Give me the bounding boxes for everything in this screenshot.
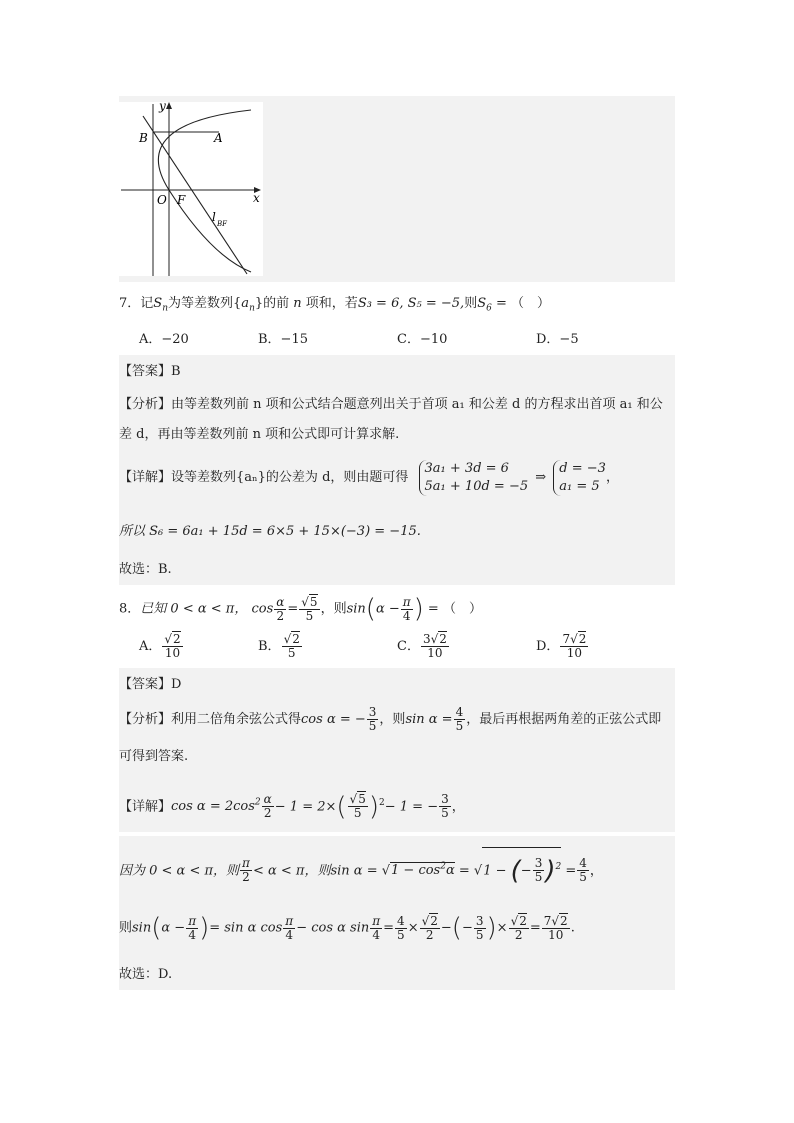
q7-analysis-line2: 差 d，再由等差数列前 n 项和公式即可计算求解. bbox=[119, 427, 400, 442]
q7-answer: 【答案】B bbox=[119, 364, 181, 379]
parabola-figure bbox=[119, 96, 265, 278]
q7-solution-system: d = −3 a₁ = 5 bbox=[553, 460, 606, 496]
figure-label-x: x bbox=[253, 191, 260, 205]
q8-choose: 故选：D. bbox=[119, 967, 173, 982]
q8-option-c[interactable]: C． $\frac{3√2}{10}$ bbox=[397, 632, 447, 660]
q8-detail-line1: 【详解】$\cos \alpha = 2\cos^2$ $\frac{\alpha}{2}$ − 1 = 2×( $\frac{√5}{5}$ )$^2$− 1 = − $\frac{3}{5}$ ， bbox=[119, 791, 465, 822]
figure-label-o: O bbox=[157, 193, 167, 207]
q8-analysis-line2: 可得到答案. bbox=[119, 749, 189, 764]
q7-stem: 7．记$S_n$为等差数列$\{a_n\}$的前 n 项和，若S₃ = 6, S₅ = −5,则$S_6$ = （ ） bbox=[119, 296, 551, 314]
figure-label-a: A bbox=[214, 131, 223, 145]
q8-detail-line2: 因为 0 < α < π，则 $\frac{\pi}{2}$ < α < π，则$\sin \alpha = √1 - \cos^2\alpha = √1$ − (− $\frac{3}{5}$ )$^2$ = $\frac{4}{5}$ ， bbox=[119, 846, 603, 892]
figure-label-l: l bbox=[212, 210, 216, 224]
q7-detail: 【详解】设等差数列{aₙ}的公差为 d，则由题可得 3a₁ + 3d = 6 5a₁ + 10d = −5 ⇒ d = −3 a₁ = 5 ， bbox=[119, 460, 619, 494]
q8-analysis-line1: 【分析】利用二倍角余弦公式得cos α = − $\frac{3}{5}$ ，则sin α = $\frac{4}{5}$ ，最后再根据两角差的正弦公式即 bbox=[119, 705, 662, 733]
q8-answer: 【答案】D bbox=[119, 677, 182, 692]
q7-option-b[interactable]: B．−15 bbox=[258, 332, 308, 347]
q7-option-a[interactable]: A．−20 bbox=[139, 332, 189, 347]
q8-option-d[interactable]: D． $\frac{7√2}{10}$ bbox=[536, 632, 587, 660]
q7-choose: 故选：B. bbox=[119, 562, 172, 577]
q8-option-b[interactable]: B． $\frac{√2}{5}$ bbox=[258, 632, 300, 660]
q7-analysis-line1: 【分析】由等差数列前 n 项和公式结合题意列出关于首项 a₁ 和公差 d 的方程求出首项 a₁ 和公 bbox=[119, 397, 663, 412]
figure-label-l-sub: BF bbox=[217, 220, 228, 228]
q7-option-c[interactable]: C．−10 bbox=[397, 332, 448, 347]
q8-option-a[interactable]: A． $\frac{√2}{10}$ bbox=[139, 632, 181, 660]
figure-label-y: y bbox=[159, 99, 166, 113]
q7-option-d[interactable]: D．−5 bbox=[536, 332, 579, 347]
figure-label-f: F bbox=[177, 193, 186, 207]
q8-detail-line3: 则sin(α − $\frac{\pi}{4}$ )= sin α cos $\frac{\pi}{4}$ − cos α sin $\frac{\pi}{4}$ = $\frac{4}{5}$ × $\frac{√2}{2}$ −(− $\frac{3}{5}$ )× $\frac{√2}{2}$ = $\frac{7√2}{10}$ . bbox=[119, 913, 575, 943]
q8-stem: 8．已知 0 < α < π， cos $\frac{\alpha}{2}$ = $\frac{√5}{5}$ ，则sin(α − $\frac{\pi}{4}$ ) = （ ） bbox=[119, 594, 482, 624]
figure-label-b: B bbox=[139, 131, 148, 145]
q8-number: 8． bbox=[119, 601, 141, 617]
q7-sum-line: 所以 S₆ = 6a₁ + 15d = 6×5 + 15×(−3) = −15. bbox=[119, 524, 421, 539]
q7-equation-system: 3a₁ + 3d = 6 5a₁ + 10d = −5 bbox=[419, 460, 529, 496]
q7-number: 7． bbox=[119, 296, 141, 311]
